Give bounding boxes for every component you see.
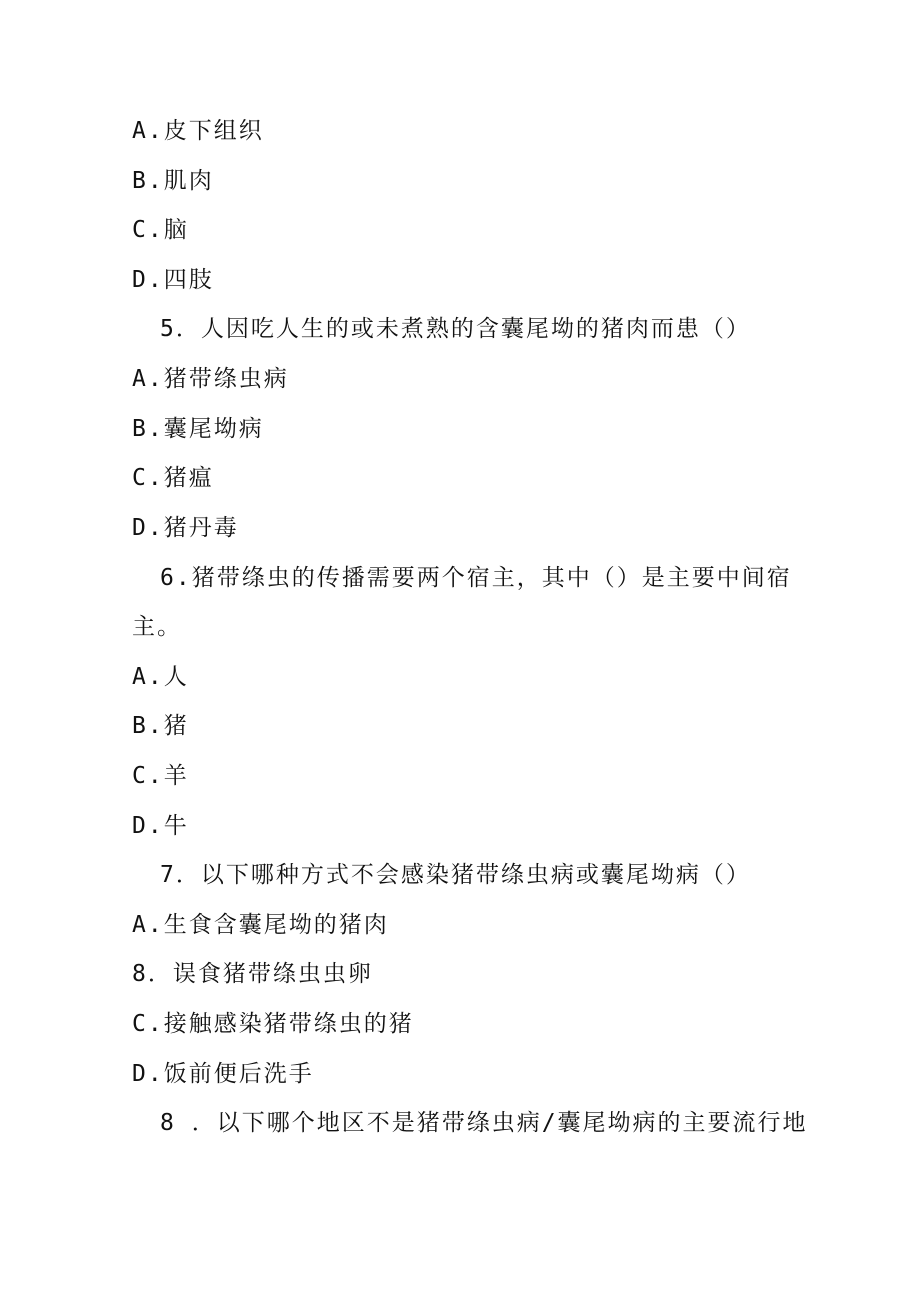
option-c-q5: C.猪瘟 [132,465,214,491]
option-b-q6: B.猪 [132,713,189,739]
option-d-q4: D.四肢 [132,267,214,293]
option-d-q7: D.饭前便后洗手 [132,1061,314,1087]
option-d-q6: D.牛 [132,813,189,839]
option-a-q5: A.猪带绦虫病 [132,366,289,392]
question-8: 8 ．以下哪个地区不是猪带绦虫病/囊尾坳病的主要流行地 [160,1110,808,1136]
option-b-q7: 8．误食猪带绦虫虫卵 [132,961,373,987]
option-a-q6: A.人 [132,664,189,690]
option-b-q4: B.肌肉 [132,168,214,194]
option-c-q7: C.接触感染猪带绦虫的猪 [132,1011,414,1037]
question-6: 6.猪带绦虫的传播需要两个宿主，其中（）是主要中间宿 [160,565,792,591]
option-a-q7: A.生食含囊尾坳的猪肉 [132,912,389,938]
question-5: 5．人因吃人生的或未煮熟的含囊尾坳的猪肉而患（） [160,316,751,342]
option-c-q6: C.羊 [132,763,189,789]
option-a-q4: A.皮下组织 [132,118,264,144]
option-d-q5: D.猪丹毒 [132,515,239,541]
question-7: 7．以下哪种方式不会感染猪带绦虫病或囊尾坳病（） [160,862,751,888]
option-b-q5: B.囊尾坳病 [132,416,264,442]
option-c-q4: C.脑 [132,217,189,243]
question-6-continued: 主。 [132,614,182,640]
